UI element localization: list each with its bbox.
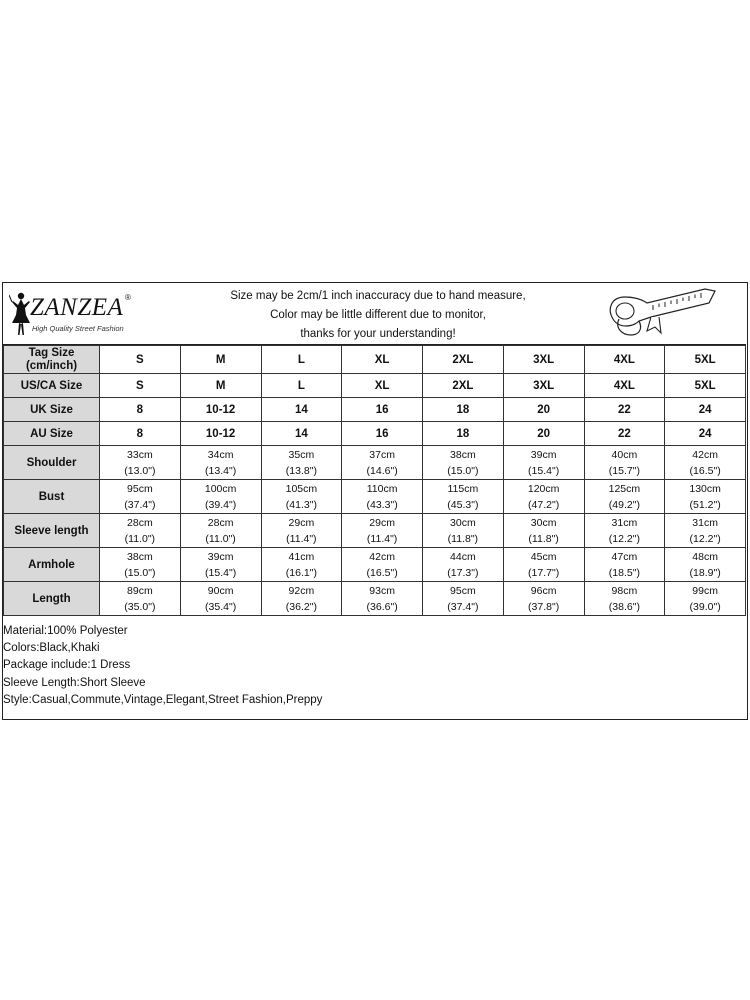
measuring-tape-icon [603,287,723,339]
row-label: Sleeve length [4,514,100,548]
size-cell: 20 [503,398,584,422]
spec-line: Colors:Black,Khaki [3,642,100,655]
size-row [4,422,746,446]
size-cell: 22 [584,398,665,422]
cm-value: 30cm [450,516,476,529]
cm-value: 39cm [207,550,234,563]
cm-value: 96cm [530,584,557,597]
cm-value: 42cm [692,448,718,461]
cm-value: 29cm [369,516,395,529]
inch-value: (11.0") [205,532,236,545]
cm-value: 39cm [530,448,557,461]
inch-value: (49.2") [608,498,640,511]
measure-cell [342,446,423,480]
spec-line: Material:100% Polyester [3,625,128,637]
chart-header [3,283,746,345]
cm-value: 34cm [207,448,234,461]
size-cell: 18 [423,422,504,446]
inch-value: (15.7") [608,464,640,477]
size-table [3,345,746,616]
measure-cell [261,582,342,616]
inch-value: (45.3") [447,498,479,511]
measure-cell [584,480,665,514]
inch-value: (11.4") [366,532,398,545]
measure-cell [180,582,261,616]
size-cell: 3XL [503,346,584,374]
size-cell: 2XL [423,374,504,398]
measure-cell [665,446,746,480]
measure-cell [342,582,423,616]
inch-value: (47.2") [528,498,560,511]
inch-value: (14.6") [366,464,398,477]
size-cell: 24 [665,422,746,446]
inch-value: (11.8") [447,532,479,545]
brand-logo [6,289,146,339]
cm-value: 45cm [530,550,557,563]
size-cell: 5XL [665,346,746,374]
inch-value: (18.5") [608,566,640,579]
inch-value: (13.8") [285,464,317,477]
cm-value: 33cm [127,448,153,461]
measure-row [4,582,746,616]
measure-row [4,480,746,514]
measure-cell [261,446,342,480]
size-cell: 8 [100,398,181,422]
measure-cell [503,514,584,548]
inch-value: (12.2") [608,532,640,545]
inch-value: (43.3") [366,498,398,511]
measure-cell [342,514,423,548]
measure-cell [100,582,181,616]
measure-cell [342,548,423,582]
size-cell: 5XL [665,374,746,398]
size-cell: 14 [261,398,342,422]
inch-value: (13.4") [205,464,237,477]
row-label: US/CA Size [4,374,100,398]
cm-value: 28cm [127,516,153,529]
cm-value: 31cm [611,516,638,529]
inch-value: (16.5") [366,566,398,579]
size-row [4,346,746,374]
size-cell: 3XL [503,374,584,398]
measure-cell [423,582,504,616]
cm-value: 38cm [127,550,153,563]
cm-value: 29cm [288,516,315,529]
inch-value: (37.4") [124,498,156,511]
inch-value: (15.0") [124,566,156,579]
notice-line: thanks for your understanding! [300,328,456,340]
measure-cell [180,548,261,582]
cm-value: 90cm [207,584,234,597]
row-label: Armhole [4,548,100,582]
cm-value: 47cm [611,550,638,563]
measure-cell [584,582,665,616]
measure-cell [665,548,746,582]
cm-value: 98cm [611,584,638,597]
cm-value: 95cm [127,482,153,495]
cm-value: 31cm [692,516,718,529]
spec-line: Package include:1 Dress [3,659,131,672]
size-cell: 8 [100,422,181,446]
measure-cell [423,480,504,514]
measure-cell [584,548,665,582]
size-cell: 2XL [423,346,504,374]
cm-value: 40cm [611,448,638,461]
cm-value: 30cm [530,516,557,529]
cm-value: 37cm [369,448,395,461]
row-label: Tag Size (cm/inch) [4,346,100,374]
cm-value: 41cm [288,550,315,563]
inch-value: (35.0") [124,600,156,613]
inch-value: (37.4") [447,600,479,613]
cm-value: 105cm [285,482,318,495]
size-cell: 4XL [584,374,665,398]
size-cell: 16 [342,398,423,422]
size-cell: 10-12 [180,398,261,422]
size-cell: 22 [584,422,665,446]
size-cell: S [100,346,181,374]
size-cell: L [261,346,342,374]
measure-cell [100,446,181,480]
measure-cell [665,480,746,514]
cm-value: 95cm [450,584,476,597]
cm-value: 92cm [288,584,315,597]
measurement-notice [183,287,573,344]
brand-tagline: High Quality Street Fashion [32,324,124,333]
inch-value: (36.2") [285,600,317,613]
measure-cell [423,446,504,480]
measure-cell [180,514,261,548]
measure-cell [180,480,261,514]
measure-cell [665,582,746,616]
size-row [4,374,746,398]
inch-value: (17.7") [528,566,560,579]
cm-value: 28cm [207,516,234,529]
measure-cell [100,480,181,514]
size-cell: 4XL [584,346,665,374]
inch-value: (36.6") [366,600,398,613]
measure-cell [261,548,342,582]
cm-value: 125cm [608,482,641,495]
cm-value: 99cm [692,584,718,597]
inch-value: (41.3") [285,498,317,511]
measure-cell [584,514,665,548]
inch-value: (13.0") [124,464,156,477]
notice-line: Color may be little different due to monitor, [270,309,486,321]
inch-value: (11.4") [286,532,317,545]
measure-row [4,548,746,582]
inch-value: (17.3") [447,566,479,579]
size-chart [2,282,748,720]
inch-value: (51.2") [689,498,721,511]
cm-value: 48cm [692,550,718,563]
size-cell: M [180,374,261,398]
measure-cell [261,514,342,548]
measure-cell [503,480,584,514]
cm-value: 120cm [527,482,560,495]
cm-value: 44cm [450,550,476,563]
notice-line: Size may be 2cm/1 inch inaccuracy due to hand measure, [230,290,526,302]
registered-mark: ® [125,293,131,302]
size-cell: 18 [423,398,504,422]
measure-cell [423,548,504,582]
measure-cell [180,446,261,480]
measure-cell [423,514,504,548]
cm-value: 42cm [369,550,395,563]
measure-row [4,446,746,480]
inch-value: (16.1") [285,566,317,579]
row-label: AU Size [4,422,100,446]
cm-value: 115cm [447,482,479,495]
brand-name: ZANZEA [30,294,124,321]
cm-value: 35cm [288,448,315,461]
size-row [4,398,746,422]
row-label: Shoulder [4,446,100,480]
measure-cell [100,514,181,548]
inch-value: (16.5") [689,464,721,477]
inch-value: (39.0") [689,600,721,613]
measure-cell [100,548,181,582]
measure-cell [342,480,423,514]
size-cell: 24 [665,398,746,422]
size-cell: L [261,374,342,398]
inch-value: (15.0") [447,464,479,477]
inch-value: (37.8") [528,600,560,613]
size-cell: S [100,374,181,398]
row-label: Length [4,582,100,616]
measure-cell [584,446,665,480]
cm-value: 100cm [204,482,237,495]
inch-value: (15.4") [205,566,237,579]
size-cell: 14 [261,422,342,446]
cm-value: 110cm [366,482,398,495]
cm-value: 130cm [689,482,721,495]
measure-cell [503,446,584,480]
measure-cell [503,548,584,582]
measure-cell [503,582,584,616]
measure-cell [261,480,342,514]
row-label: Bust [4,480,100,514]
size-cell: XL [342,346,423,374]
size-cell: 16 [342,422,423,446]
size-cell: XL [342,374,423,398]
inch-value: (12.2") [689,532,721,545]
cm-value: 93cm [369,584,395,597]
size-cell: 10-12 [180,422,261,446]
spec-line: Sleeve Length:Short Sleeve [3,676,146,689]
size-cell: M [180,346,261,374]
inch-value: (15.4") [528,464,560,477]
cm-value: 38cm [450,448,476,461]
measure-cell [665,514,746,548]
measure-row [4,514,746,548]
inch-value: (11.0") [124,532,156,545]
spec-line: Style:Casual,Commute,Vintage,Elegant,Street Fashion,Preppy [3,693,323,706]
row-label: UK Size [4,398,100,422]
inch-value: (11.8") [528,532,559,545]
size-cell: 20 [503,422,584,446]
cm-value: 89cm [127,584,153,597]
inch-value: (35.4") [205,600,237,613]
product-specs [3,623,743,709]
inch-value: (18.9") [689,566,721,579]
inch-value: (39.4") [205,498,237,511]
inch-value: (38.6") [608,600,640,613]
